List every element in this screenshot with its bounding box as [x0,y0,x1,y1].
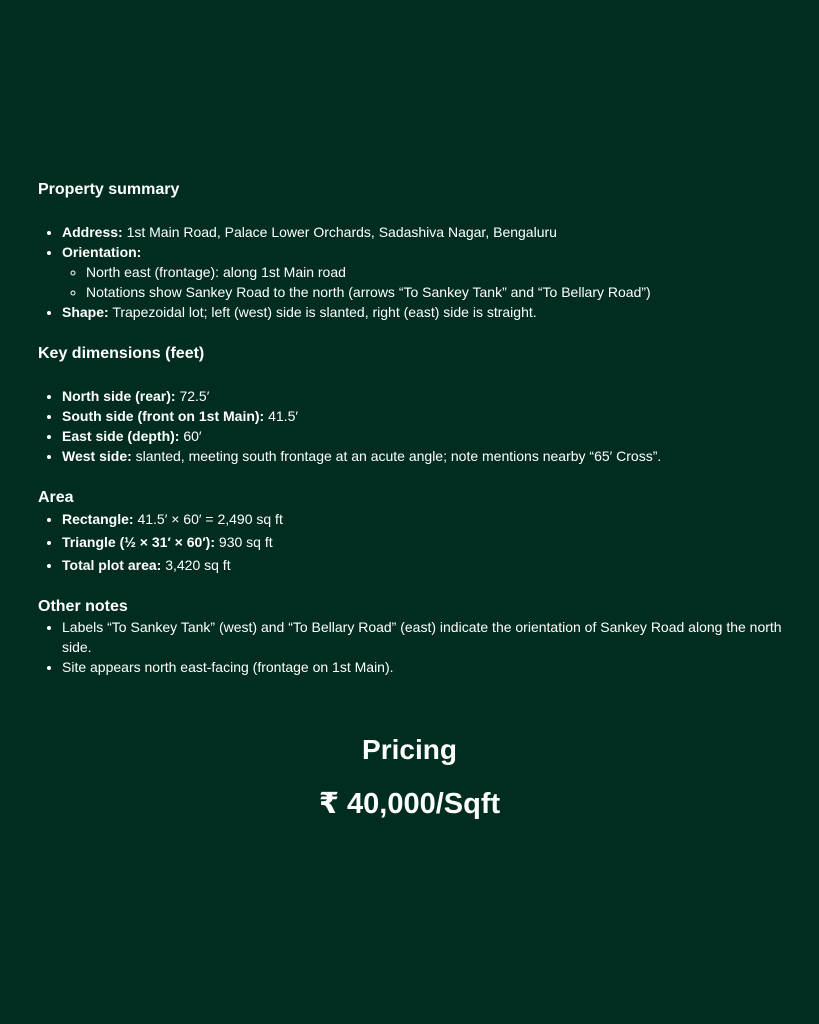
shape-item [62,302,788,322]
other-notes-heading: Other notes [38,598,128,615]
note-item: • Site appears north east-facing (frontage on 1st Main). [62,657,788,677]
area-label: Total plot area: [62,557,162,573]
dimension-item [62,406,788,426]
area-label: Triangle (½ × 31′ × 60′): [62,534,216,550]
area-value: 3,420 sq ft [161,557,231,573]
note-item: • Labels “To Sankey Tank” (west) and “To Bellary Road” (east) indicate the orientation of Sankey Road along the north side. [62,617,788,657]
orientation-item [62,242,788,302]
address-value: 1st Main Road, Palace Lower Orchards, Sadashiva Nagar, Bengaluru [122,224,557,240]
property-details [38,180,788,677]
area-label: Rectangle: [62,511,134,527]
area-item [62,508,788,531]
dimension-item [62,446,788,466]
key-dimensions-heading: Key dimensions (feet) [38,345,205,362]
area-list [38,508,788,577]
area-item [62,531,788,554]
dimension-value: 41.5′ [264,408,298,424]
area-value: 41.5′ × 60′ = 2,490 sq ft [133,511,283,527]
area-heading: Area [38,489,74,506]
dimension-item [62,426,788,446]
area-value: 930 sq ft [215,534,273,550]
dimension-item [62,386,788,406]
dimension-label: West side: [62,448,132,464]
other-notes-list [38,617,788,677]
dimension-value: slanted, meeting south frontage at an acute angle; note mentions nearby “65′ Cross”. [131,448,662,464]
other-notes-section [38,597,788,677]
shape-label: Shape: [62,304,109,320]
orientation-subitem: ◦ North east (frontage): along 1st Main road [86,262,788,282]
orientation-subitem: ◦ Notations show Sankey Road to the north (arrows “To Sankey Tank” and “To Bellary Road”) [86,282,788,302]
property-summary-heading: Property summary [38,181,180,198]
property-summary-list [38,222,788,322]
dimension-value: 60′ [179,428,202,444]
dimension-value: 72.5′ [175,388,210,404]
dimension-label: South side (front on 1st Main): [62,408,265,424]
dimension-label: East side (depth): [62,428,180,444]
orientation-sublist [62,262,788,302]
pricing-title: Pricing [362,734,457,765]
key-dimensions-list [38,386,788,466]
address-item [62,222,788,242]
dimension-label: North side (rear): [62,388,176,404]
address-label: Address: [62,224,123,240]
shape-value: Trapezoidal lot; left (west) side is slanted, right (east) side is straight. [108,304,537,320]
orientation-label: Orientation: [62,244,142,260]
key-dimensions-section [38,344,788,466]
area-item [62,554,788,577]
property-summary-section [38,180,788,322]
area-section [38,488,788,577]
pricing-value: ₹ 40,000/Sqft [318,788,501,820]
